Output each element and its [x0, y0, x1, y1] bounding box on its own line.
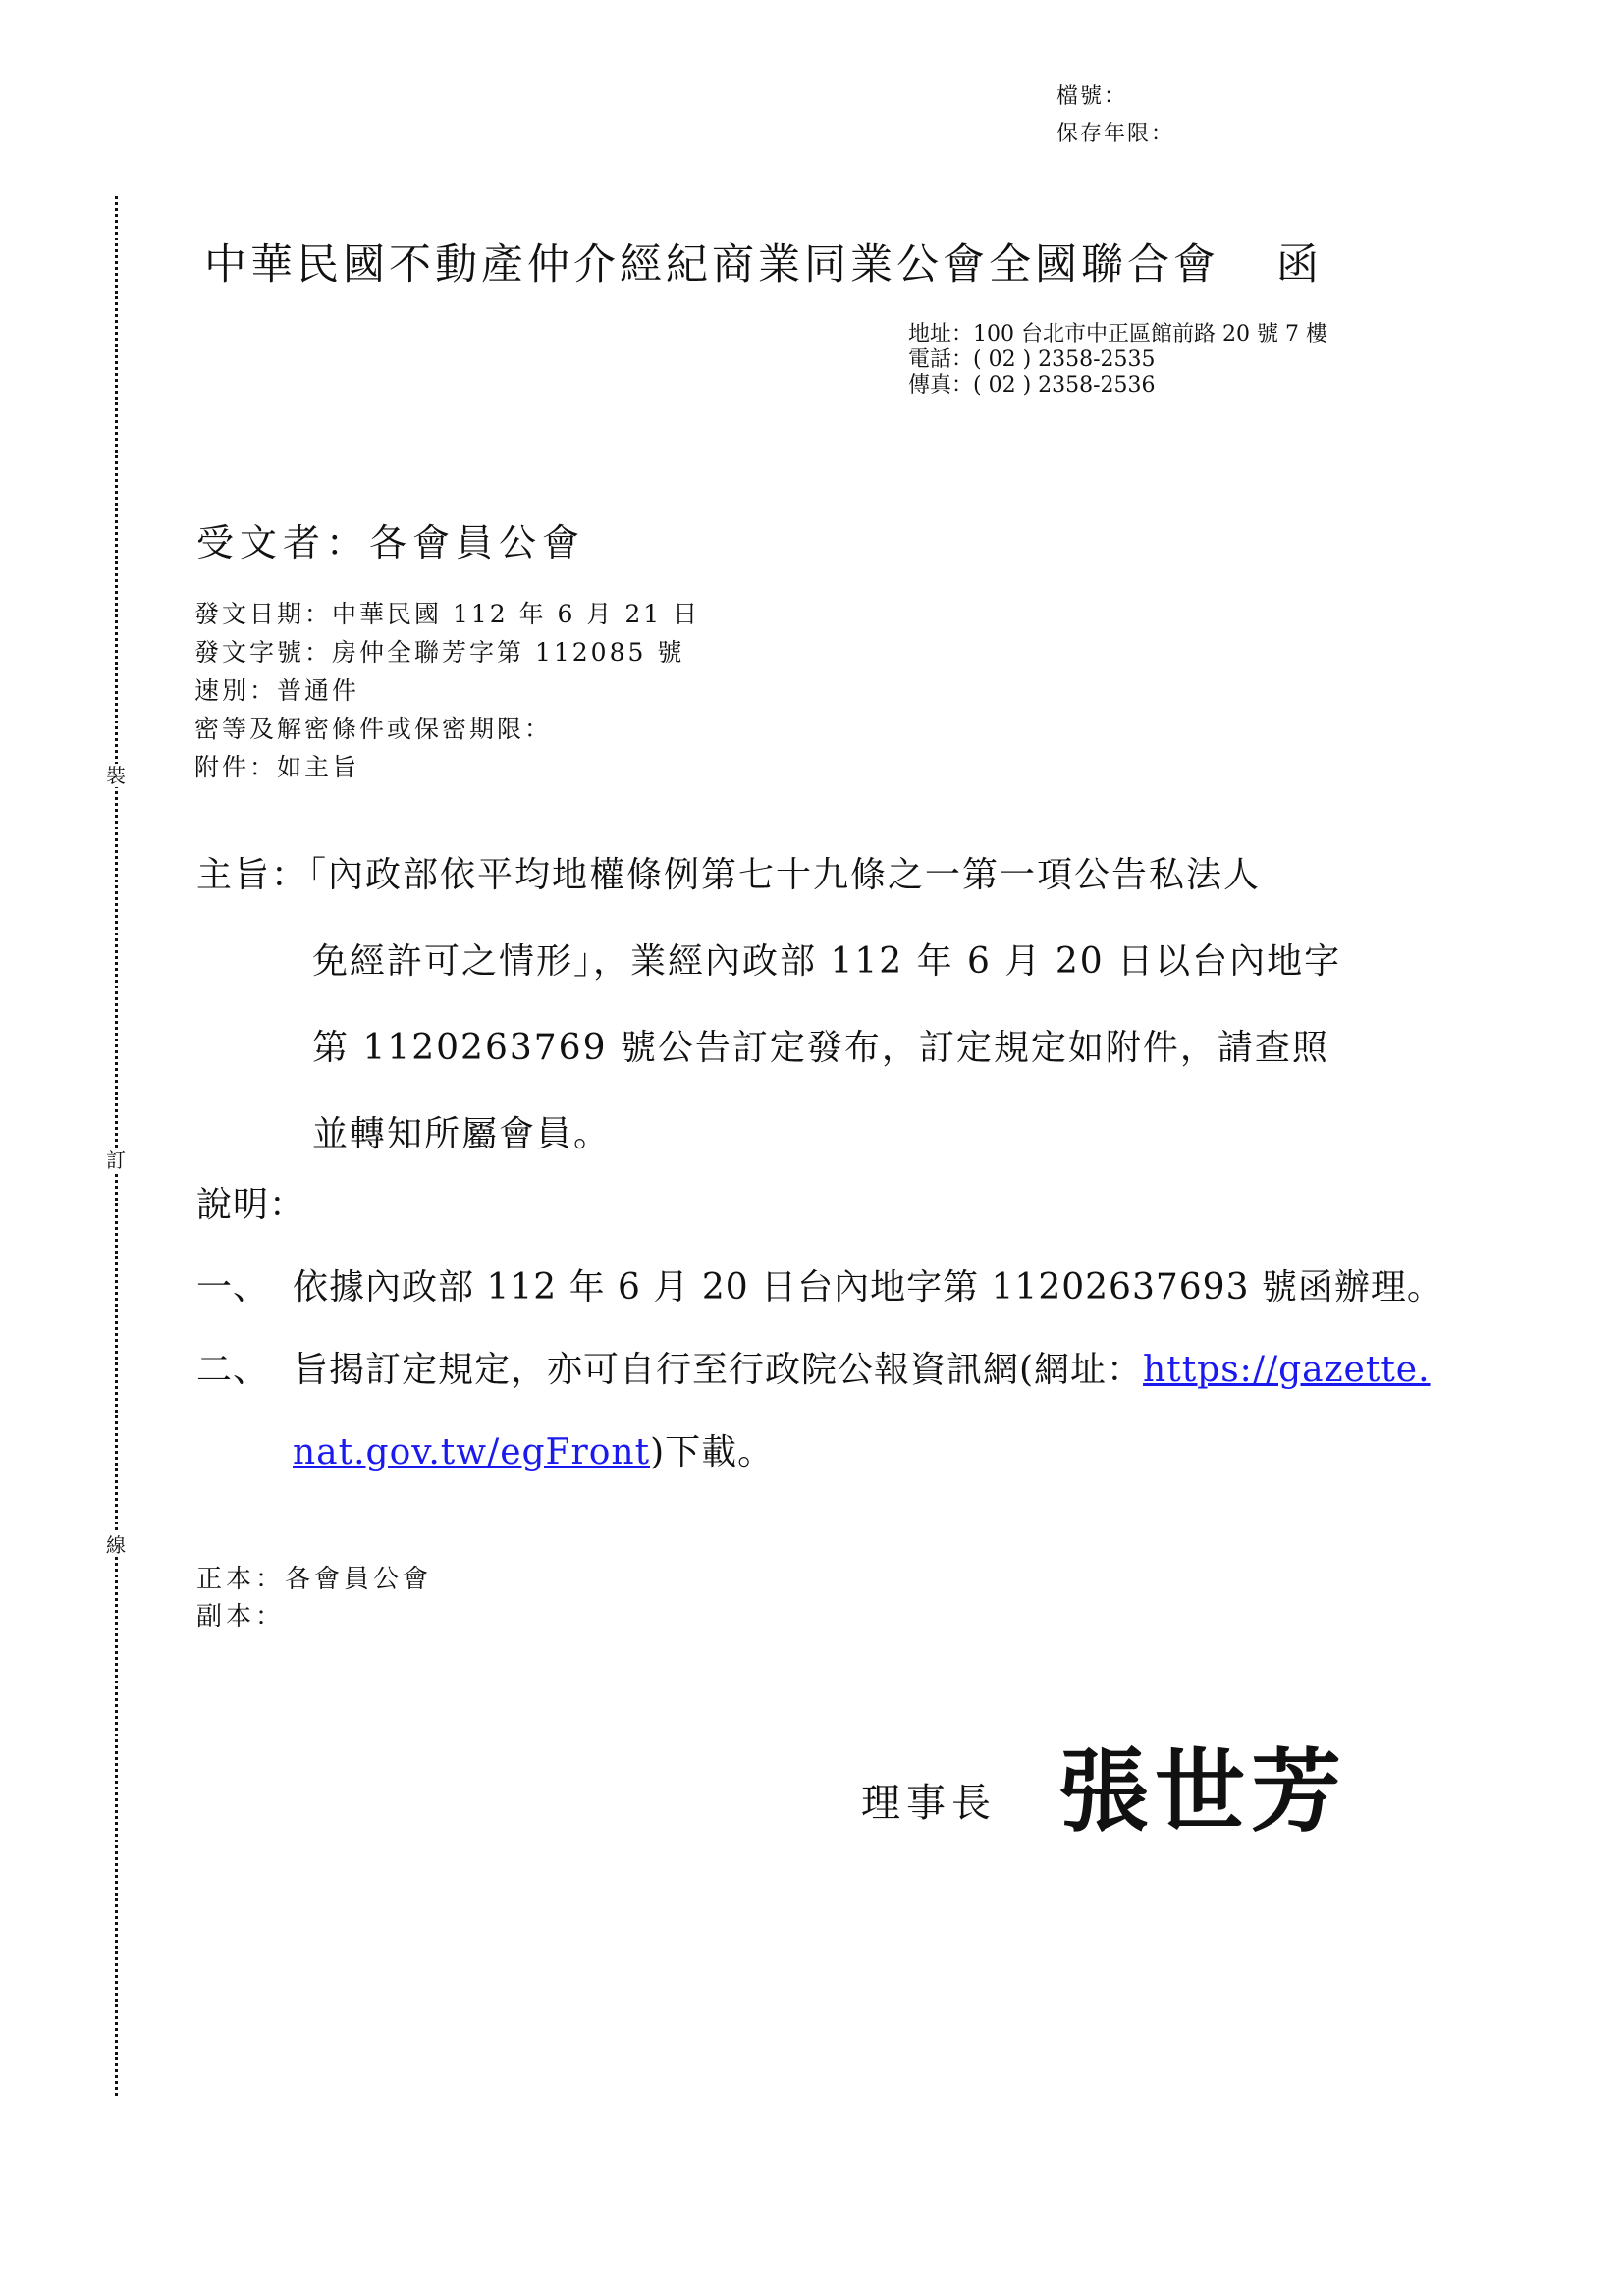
confidentiality: 密等及解密條件或保密期限： [194, 715, 553, 743]
binding-label-zhuang: 裝 [103, 764, 129, 787]
explanation-item [196, 1247, 1443, 1329]
subject-line: 主旨：「內政部依平均地權條例第七十九條之一第一項公告私法人 [196, 855, 1262, 895]
phone: 電話：( 02 ) 2358-2535 [908, 347, 1156, 372]
address: 地址：100 台北市中正區館前路 20 號 7 樓 [908, 322, 1327, 347]
dispatch-date: 發文日期：中華民國 112 年 6 月 21 日 [194, 600, 701, 628]
binding-dotted-line [115, 196, 118, 2096]
document-type: 函 [1276, 240, 1323, 290]
recipient: 受文者：各會員公會 [196, 521, 586, 564]
original-recipient: 正本：各會員公會 [196, 1565, 433, 1594]
explanation-item-continuation [196, 1412, 1443, 1494]
binding-label-ding: 訂 [103, 1148, 129, 1172]
gazette-link[interactable]: https://gazette. [1143, 1350, 1431, 1390]
gazette-link-continued[interactable]: nat.gov.tw/egFront [293, 1432, 651, 1472]
speed-category: 速別：普通件 [194, 676, 360, 705]
signer-name: 張世芳 [1058, 1739, 1348, 1844]
explanation-item [196, 1329, 1443, 1412]
attachment: 附件：如主旨 [194, 753, 360, 781]
item-number: 二、 [196, 1350, 270, 1390]
binding-label-xian: 線 [103, 1533, 129, 1557]
organization-name: 中華民國不動產仲介經紀商業同業公會全國聯合會 [204, 240, 1219, 290]
subject-line: 第 1120263769 號公告訂定發布，訂定規定如附件，請查照 [312, 1028, 1329, 1068]
subject-section [196, 832, 1341, 1178]
dispatch-number: 發文字號：房仲全聯芳字第 112085 號 [194, 638, 685, 667]
distribution [196, 1561, 432, 1635]
contact-block [908, 322, 1327, 399]
item-text: 旨揭訂定規定，亦可自行至行政院公報資訊網(網址： [293, 1350, 1144, 1390]
explanation-heading: 說明： [196, 1185, 306, 1225]
document-title [204, 232, 1323, 292]
subject-line: 並轉知所屬會員。 [312, 1114, 612, 1154]
item-text: 依據內政部 112 年 6 月 20 日台內地字第 11202637693 號函辦理。 [293, 1267, 1443, 1308]
signer-title: 理事長 [861, 1781, 997, 1826]
file-meta [1056, 79, 1174, 153]
explanation-section [196, 1164, 1443, 1494]
retention-period-label: 保存年限： [1056, 122, 1175, 146]
file-number-label: 檔號： [1056, 84, 1128, 109]
item-number: 一、 [196, 1267, 270, 1308]
dispatch-info [194, 595, 700, 786]
subject-line: 免經許可之情形」，業經內政部 112 年 6 月 20 日以台內地字 [312, 941, 1342, 982]
item-text-after: )下載。 [650, 1432, 775, 1472]
copy-recipient: 副本： [196, 1602, 286, 1631]
fax: 傳真：( 02 ) 2358-2536 [908, 373, 1156, 398]
